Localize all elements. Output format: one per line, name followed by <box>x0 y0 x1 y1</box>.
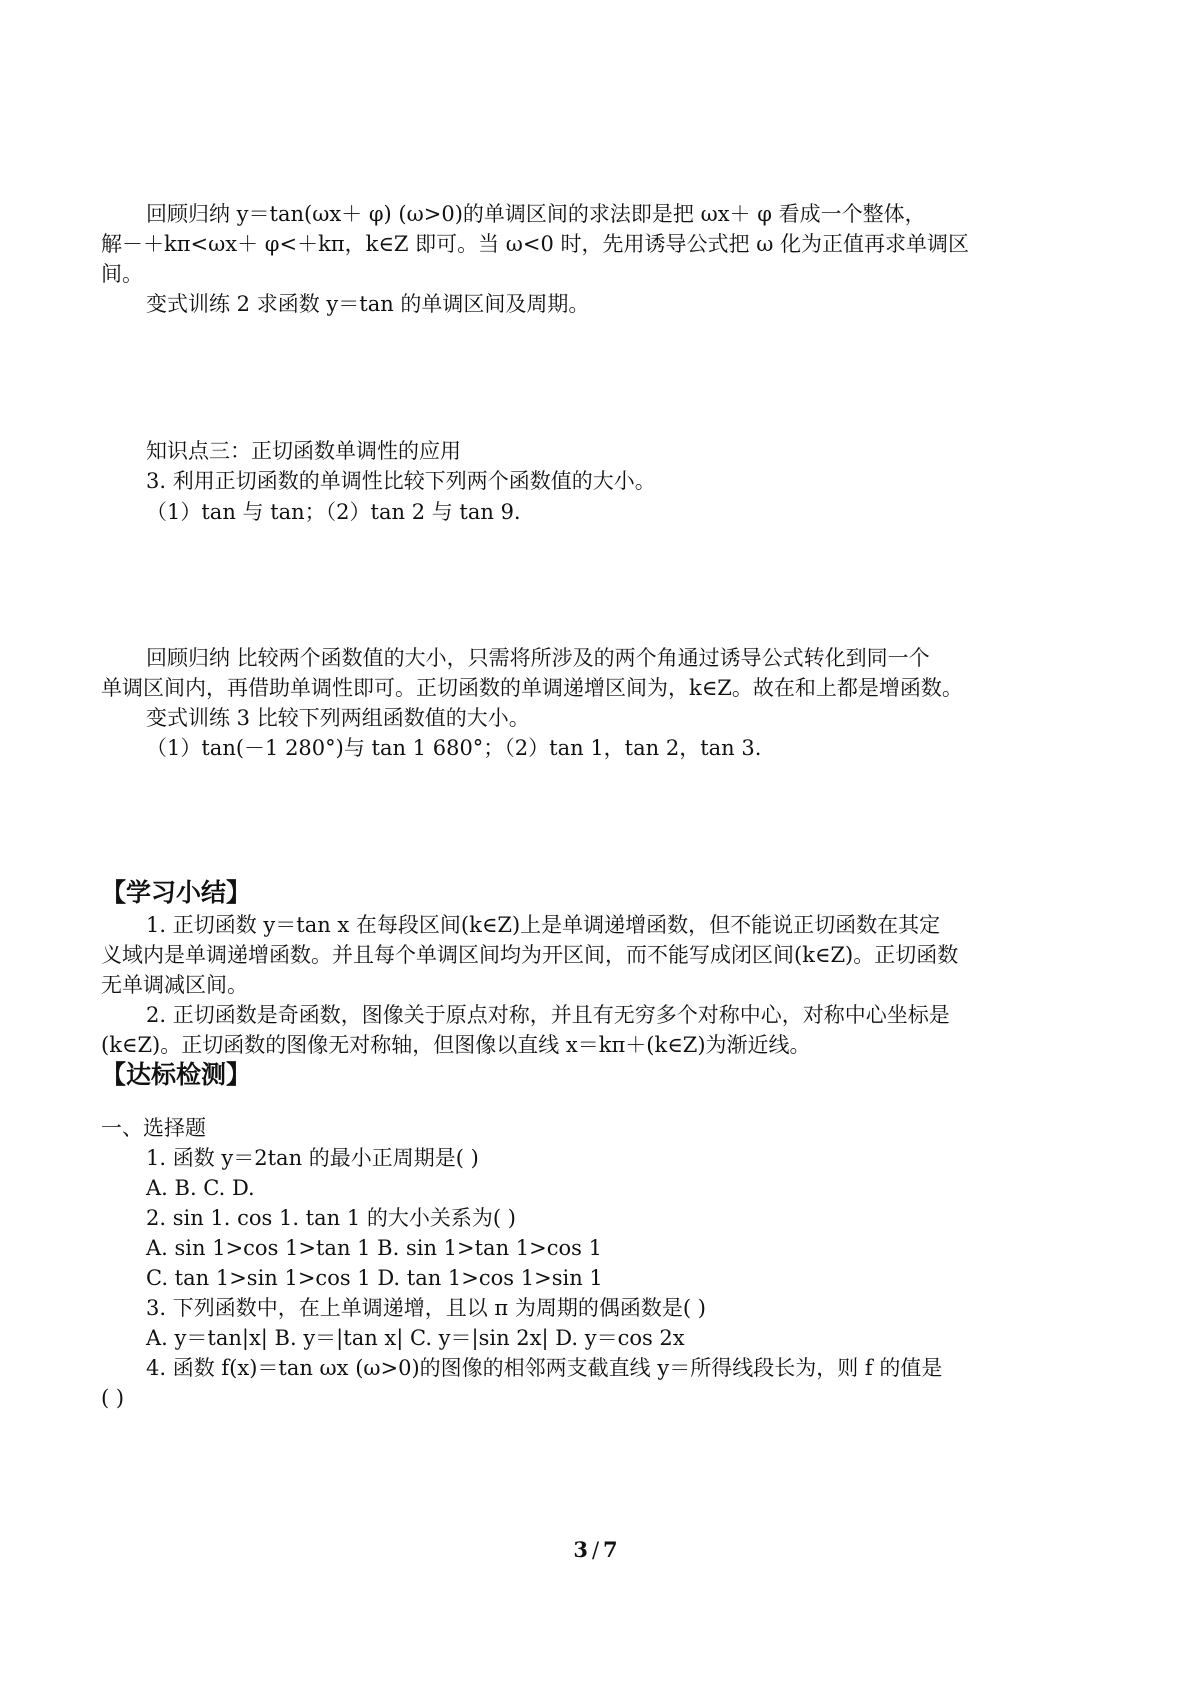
summary-heading: 【学习小结】 <box>101 878 252 907</box>
page-number <box>0 1535 1191 1565</box>
test-q4-line2: ( ) <box>101 1386 125 1410</box>
review2-line2: 单调区间内，再借助单调性即可。正切函数的单调递增区间为，k∈Z。故在和上都是增函数。 <box>101 676 963 700</box>
review1-line1: 回顾归纳 y＝tan(ωx＋ φ) (ω>0)的单调区间的求法即是把 ωx＋ φ 看成一个整体， <box>146 202 926 226</box>
test-q3: 3. 下列函数中，在上单调递增，且以 π 为周期的偶函数是( ) <box>146 1296 706 1320</box>
kp3-question: 3. 利用正切函数的单调性比较下列两个函数值的大小。 <box>146 469 656 493</box>
exercise3-parts: （1）tan(－1 280°)与 tan 1 680°；（2）tan 1，tan 2，tan 3. <box>146 736 762 760</box>
kp3-question-parts: （1）tan 与 tan；（2）tan 2 与 tan 9. <box>146 500 521 524</box>
test-q2-options-ab: A. sin 1>cos 1>tan 1 B. sin 1>tan 1>cos 1 <box>146 1236 602 1260</box>
test-q3-options: A. y＝tan|x| B. y＝|tan x| C. y＝|sin 2x| D. y＝cos 2x <box>146 1326 685 1350</box>
page-separator: / <box>591 1538 600 1562</box>
test-q2-options-cd: C. tan 1>sin 1>cos 1 D. tan 1>cos 1>sin 1 <box>146 1266 603 1290</box>
exercise2-text: 变式训练 2 求函数 y＝tan 的单调区间及周期。 <box>146 292 590 316</box>
page-current: 3 <box>573 1537 588 1562</box>
test-q2: 2. sin 1. cos 1. tan 1 的大小关系为( ) <box>146 1206 516 1230</box>
summary-p1-line1: 1. 正切函数 y＝tan x 在每段区间(k∈Z)上是单调递增函数，但不能说正切函数在其定 <box>146 913 941 937</box>
page-total: 7 <box>603 1537 618 1562</box>
test-q4-line1: 4. 函数 f(x)＝tan ωx (ω>0)的图像的相邻两支截直线 y＝所得线段长为，则 f 的值是 <box>146 1356 943 1380</box>
review1-line3: 间。 <box>101 262 143 286</box>
summary-p1-line3: 无单调减区间。 <box>101 973 248 997</box>
summary-p2-line2: (k∈Z)。正切函数的图像无对称轴，但图像以直线 x＝kπ＋(k∈Z)为渐近线。 <box>101 1033 811 1057</box>
review2-line1: 回顾归纳 比较两个函数值的大小，只需将所涉及的两个角通过诱导公式转化到同一个 <box>146 646 930 670</box>
test-q1: 1. 函数 y＝2tan 的最小正周期是( ) <box>146 1146 479 1170</box>
kp3-title: 知识点三：正切函数单调性的应用 <box>146 439 461 463</box>
summary-p2-line1: 2. 正切函数是奇函数，图像关于原点对称，并且有无穷多个对称中心，对称中心坐标是 <box>146 1003 950 1027</box>
exercise3-text: 变式训练 3 比较下列两组函数值的大小。 <box>146 706 530 730</box>
test-heading: 【达标检测】 <box>101 1060 252 1089</box>
review1-line2: 解－＋kπ<ωx＋ φ<＋kπ，k∈Z 即可。当 ω<0 时，先用诱导公式把 ω 化为正值再求单调区 <box>101 232 970 256</box>
test-part1-title: 一、选择题 <box>101 1116 206 1140</box>
test-q1-options: A. B. C. D. <box>146 1176 255 1200</box>
summary-p1-line2: 义域内是单调递增函数。并且每个单调区间均为开区间，而不能写成闭区间(k∈Z)。正切函数 <box>101 943 959 967</box>
